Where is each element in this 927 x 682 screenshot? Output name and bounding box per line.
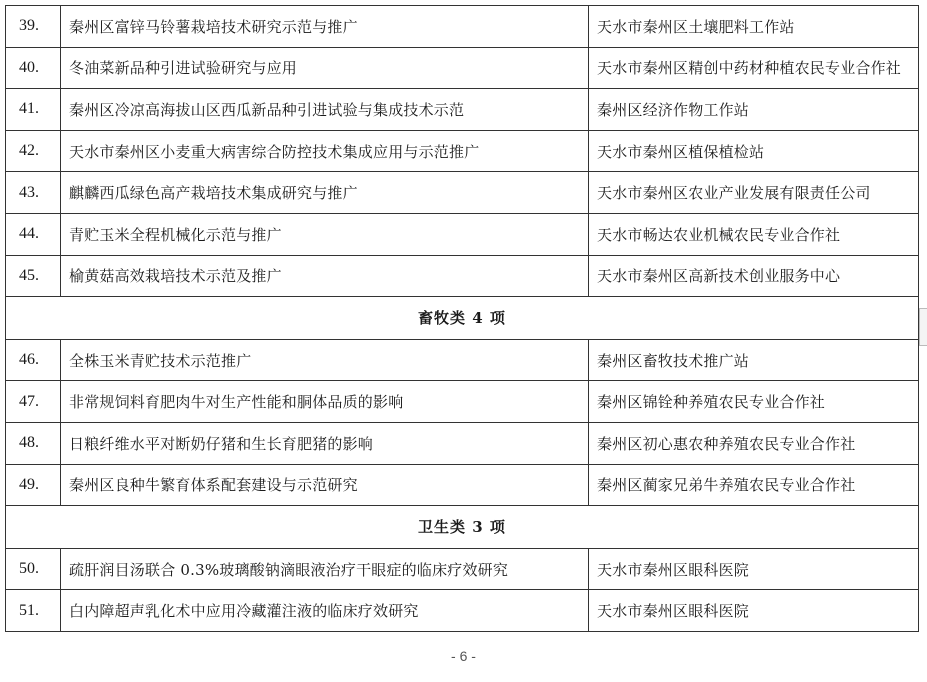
organization-name: 秦州区蔺家兄弟牛养殖农民专业合作社: [589, 464, 919, 506]
row-number: 44.: [6, 213, 61, 255]
table-row: [6, 339, 919, 381]
table-row: [6, 422, 919, 464]
table-row: [6, 6, 919, 48]
page-number: - 6 -: [451, 648, 476, 664]
project-list-table: [5, 5, 919, 632]
row-number: 42.: [6, 130, 61, 172]
project-title: 白内障超声乳化术中应用冷藏灌注液的临床疗效研究: [61, 590, 589, 632]
table-row: [6, 548, 919, 590]
project-title: 全株玉米青贮技术示范推广: [61, 339, 589, 381]
project-title: 非常规饲料育肥肉牛对生产性能和胴体品质的影响: [61, 381, 589, 423]
row-number: 51.: [6, 590, 61, 632]
organization-name: 天水市秦州区土壤肥料工作站: [589, 6, 919, 48]
project-title: 冬油菜新品种引进试验研究与应用: [61, 47, 589, 89]
project-title: 榆黄菇高效栽培技术示范及推广: [61, 255, 589, 297]
row-number: 40.: [6, 47, 61, 89]
table-row: [6, 130, 919, 172]
project-title: 秦州区富锌马铃薯栽培技术研究示范与推广: [61, 6, 589, 48]
table-row: [6, 172, 919, 214]
category-header-row: [6, 506, 919, 549]
category-label: 卫生类 3 项: [6, 506, 919, 549]
table-row: [6, 255, 919, 297]
row-number: 47.: [6, 381, 61, 423]
project-title: 天水市秦州区小麦重大病害综合防控技术集成应用与示范推广: [61, 130, 589, 172]
organization-name: 天水市秦州区植保植检站: [589, 130, 919, 172]
project-title: 青贮玉米全程机械化示范与推广: [61, 213, 589, 255]
table-row: [6, 89, 919, 131]
table-row: [6, 213, 919, 255]
project-title: 麒麟西瓜绿色高产栽培技术集成研究与推广: [61, 172, 589, 214]
side-scroll-marker[interactable]: [919, 308, 927, 346]
row-number: 49.: [6, 464, 61, 506]
row-number: 39.: [6, 6, 61, 48]
table-row: [6, 47, 919, 89]
row-number: 41.: [6, 89, 61, 131]
organization-name: 天水市秦州区眼科医院: [589, 548, 919, 590]
organization-name: 天水市秦州区眼科医院: [589, 590, 919, 632]
organization-name: 天水市秦州区高新技术创业服务中心: [589, 255, 919, 297]
table-row: [6, 590, 919, 632]
organization-name: 天水市秦州区精创中药材种植农民专业合作社: [589, 47, 919, 89]
organization-name: 天水市秦州区农业产业发展有限责任公司: [589, 172, 919, 214]
row-number: 48.: [6, 422, 61, 464]
organization-name: 秦州区经济作物工作站: [589, 89, 919, 131]
row-number: 45.: [6, 255, 61, 297]
project-title: 疏肝润目汤联合 0.3%玻璃酸钠滴眼液治疗干眼症的临床疗效研究: [61, 548, 589, 590]
category-header-row: [6, 297, 919, 340]
table-row: [6, 464, 919, 506]
table-row: [6, 381, 919, 423]
table-body: [6, 6, 919, 632]
row-number: 50.: [6, 548, 61, 590]
organization-name: 秦州区初心惠农种养殖农民专业合作社: [589, 422, 919, 464]
organization-name: 秦州区畜牧技术推广站: [589, 339, 919, 381]
row-number: 46.: [6, 339, 61, 381]
project-title: 秦州区良种牛繁育体系配套建设与示范研究: [61, 464, 589, 506]
project-title: 日粮纤维水平对断奶仔猪和生长育肥猪的影响: [61, 422, 589, 464]
organization-name: 秦州区锦铨种养殖农民专业合作社: [589, 381, 919, 423]
organization-name: 天水市畅达农业机械农民专业合作社: [589, 213, 919, 255]
project-title: 秦州区冷凉高海拔山区西瓜新品种引进试验与集成技术示范: [61, 89, 589, 131]
category-label: 畜牧类 4 项: [6, 297, 919, 340]
project-list-table-container: [5, 5, 918, 632]
row-number: 43.: [6, 172, 61, 214]
